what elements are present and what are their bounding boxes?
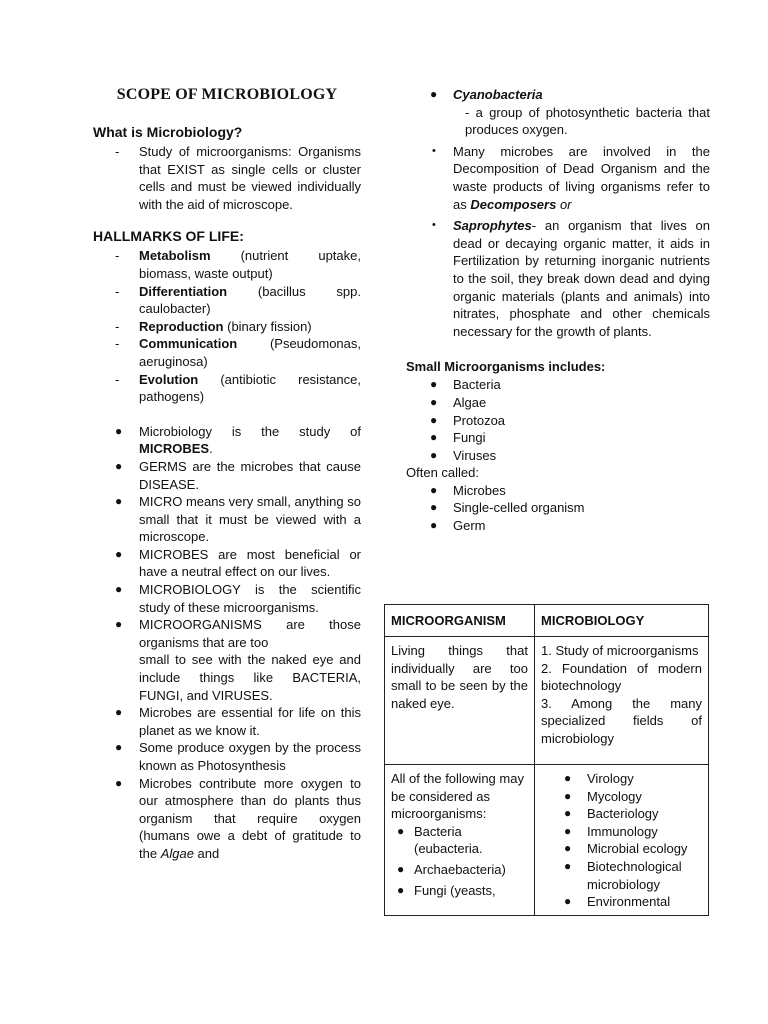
- list-item: [93, 371, 361, 406]
- table-cell: [385, 765, 535, 916]
- left-column: [93, 86, 361, 863]
- item-text: Fungi: [453, 430, 486, 446]
- bullet-marker: ●: [430, 500, 438, 515]
- item-text: Mycology: [587, 788, 642, 804]
- dash-marker: -: [115, 318, 120, 334]
- list-item: [406, 499, 710, 517]
- item-text: Environmental: [587, 894, 671, 910]
- item-text: Bacteria: [453, 377, 501, 393]
- fact-text: Microbes are essential for life on this planet as we know it.: [139, 705, 361, 738]
- bullet-marker: ●: [564, 806, 572, 821]
- microbiology-fields-list: [541, 770, 702, 911]
- fact-text: Microbes contribute more oxygen to our atmosphere than do plants thus organism that require oxygen (humans owe a debt of gratitude to the: [139, 775, 361, 861]
- list-item: [93, 581, 361, 616]
- bullet-marker: ●: [397, 882, 405, 897]
- hallmark-desc: (bacillus spp. caulobacter): [139, 283, 361, 317]
- dash-marker: -: [115, 144, 120, 159]
- header-microorganism: MICROORGANISM: [385, 605, 535, 637]
- fact-text: small to see with the naked eye and include things like BACTERIA, FUNGI, and VIRUSES.: [139, 652, 361, 703]
- fact-text: Some produce oxygen by the process known as Photosynthesis: [139, 740, 361, 773]
- item-text: Microbes: [453, 482, 506, 498]
- fact-text: Microbiology is the study of: [139, 423, 361, 439]
- list-item: [541, 823, 702, 841]
- list-item: [93, 546, 361, 581]
- definition-text: Study of microorganisms: Organisms that EXIST as single cells or cluster cells and must be viewed individually with the aid of microscope.: [139, 144, 361, 212]
- hallmark-desc: (nutrient uptake, biomass, waste output): [139, 248, 361, 281]
- list-item: [93, 283, 361, 318]
- cell-intro: All of the following may be considered as microorganisms:: [391, 771, 524, 822]
- often-called-list: [406, 482, 710, 535]
- item-text: Germ: [453, 518, 486, 534]
- fact-text: MICROBES are most beneficial or have a neutral effect on our lives.: [139, 546, 361, 580]
- list-item: [391, 882, 528, 900]
- list-item: [406, 517, 710, 535]
- hallmark-term: Reproduction: [139, 318, 224, 334]
- fact-text: and: [193, 845, 220, 861]
- often-called-label: Often called:: [406, 465, 479, 481]
- cell-line: 1. Study of microorganisms: [541, 643, 699, 658]
- bullet-marker: ●: [115, 740, 123, 755]
- hallmark-term: Differentiation: [139, 283, 228, 299]
- organism-notes-list: [406, 86, 710, 340]
- bullet-marker: ●: [564, 858, 572, 873]
- bullet-marker: ●: [430, 430, 438, 445]
- item-text: Immunology: [587, 823, 658, 839]
- bullet-marker: ●: [397, 861, 405, 876]
- list-item: [93, 739, 361, 774]
- list-item: [406, 394, 710, 412]
- list-item: [93, 704, 361, 739]
- definition-list: [93, 143, 361, 213]
- bullet-marker: ●: [564, 894, 572, 909]
- bullet-marker: ●: [430, 394, 438, 409]
- list-item: [406, 217, 710, 340]
- list-item: [93, 318, 361, 336]
- item-text: Fungi (yeasts,: [414, 882, 496, 898]
- list-item: [406, 447, 710, 465]
- bullet-marker: ●: [115, 775, 123, 790]
- list-item: [541, 770, 702, 788]
- fact-emphasis: MICROBES: [139, 441, 210, 457]
- header-microbiology: MICROBIOLOGY: [535, 605, 709, 637]
- list-item: [93, 423, 361, 458]
- list-item: [541, 893, 702, 911]
- small-microorganisms-heading: Small Microorganisms includes:: [406, 359, 606, 375]
- what-is-heading: What is Microbiology?: [93, 124, 243, 140]
- list-item: [406, 86, 710, 139]
- list-item: [406, 429, 710, 447]
- small-bullet-marker: •: [432, 219, 436, 232]
- right-column: [406, 86, 710, 535]
- list-item: [406, 412, 710, 430]
- bullet-marker: ●: [430, 518, 438, 533]
- bullet-marker: ●: [115, 546, 123, 561]
- hallmark-desc: (binary fission): [223, 318, 312, 334]
- table-row: [385, 765, 709, 916]
- facts-list: [93, 423, 361, 863]
- item-text: Single-celled organism: [453, 500, 585, 516]
- dash-marker: -: [115, 336, 120, 352]
- decomposition-text-end: or: [556, 196, 572, 212]
- item-text: Algae: [453, 394, 487, 410]
- list-item: [93, 493, 361, 546]
- table-cell: Living things that individually are too small to be seen by the naked eye.: [385, 637, 535, 765]
- bullet-marker: ●: [115, 423, 123, 438]
- bullet-marker: ●: [430, 447, 438, 462]
- bullet-marker: ●: [397, 823, 405, 838]
- table-cell: [535, 765, 709, 916]
- list-item: [541, 858, 702, 893]
- fact-italic: Algae: [160, 845, 194, 861]
- list-item: [93, 335, 361, 370]
- bullet-marker: ●: [115, 458, 123, 473]
- list-item: [541, 788, 702, 806]
- dash-marker: -: [115, 248, 120, 264]
- bullet-marker: ●: [430, 377, 438, 392]
- small-bullet-marker: •: [432, 144, 436, 157]
- hallmark-term: Metabolism: [139, 248, 211, 264]
- list-item: [93, 616, 361, 704]
- cyanobacteria-desc: - a group of photosynthetic bacteria that produces oxygen.: [465, 104, 710, 138]
- cyanobacteria-term: Cyanobacteria: [453, 87, 543, 102]
- fact-text: MICRO means very small, anything so small that it must be viewed with a microscope.: [139, 494, 361, 545]
- table-row: [385, 637, 709, 765]
- saprophytes-term: Saprophytes: [453, 218, 532, 234]
- bullet-marker: ●: [115, 705, 123, 720]
- comparison-table: [384, 604, 709, 916]
- item-text: Viruses: [453, 447, 497, 463]
- item-text: Protozoa: [453, 412, 506, 428]
- bullet-marker: ●: [115, 582, 123, 597]
- decomposition-text: Many microbes are involved in the Decomposition of Dead Organism and the waste products of living organisms refer to as: [453, 143, 710, 212]
- item-text: Virology: [587, 771, 634, 786]
- item-text: Bacteria (eubacteria.: [414, 823, 483, 857]
- hallmark-term: Evolution: [139, 371, 199, 387]
- bullet-marker: ●: [564, 771, 572, 785]
- small-microorganisms-list: [406, 376, 710, 464]
- saprophytes-desc: - an organism that lives on dead or decaying organic matter, it aids in Fertilization by returning inorganic nutrients to the soil, they break down dead and dying organic materials (plants and animals) into nitrates, phosphate and other chemicals necessary for the growth of plants.: [453, 218, 710, 339]
- item-text: Biotechnological microbiology: [587, 858, 682, 892]
- bullet-marker: ●: [430, 482, 438, 497]
- bullet-marker: ●: [430, 87, 438, 101]
- hallmarks-heading: HALLMARKS OF LIFE:: [93, 228, 244, 245]
- list-item: [93, 775, 361, 863]
- fact-text: .: [209, 441, 213, 457]
- cell-line: 3. Among the many specialized fields of microbiology: [541, 695, 702, 746]
- fact-text: MICROORGANISMS are those organisms that are too: [139, 617, 361, 650]
- table-header-row: [385, 605, 709, 637]
- list-item: [93, 143, 361, 213]
- bullet-marker: ●: [115, 494, 123, 509]
- list-item: [406, 482, 710, 500]
- dash-marker: -: [115, 371, 120, 387]
- cell-line: 2. Foundation of modern biotechnology: [541, 660, 702, 694]
- hallmark-term: Communication: [139, 336, 238, 352]
- bullet-marker: ●: [430, 412, 438, 427]
- list-item: [406, 143, 710, 213]
- item-text: Archaebacteria): [414, 861, 506, 877]
- bullet-marker: ●: [115, 617, 123, 632]
- hallmark-desc: (Pseudomonas, aeruginosa): [139, 336, 361, 369]
- bullet-marker: ●: [564, 841, 572, 856]
- fact-text: MICROBIOLOGY is the scientific study of these microorganisms.: [139, 582, 361, 615]
- item-text: Bacteriology: [587, 806, 659, 822]
- hallmarks-list: [93, 247, 361, 405]
- list-item: [541, 805, 702, 823]
- page-title: SCOPE OF MICROBIOLOGY: [116, 86, 338, 103]
- list-item: [93, 458, 361, 493]
- list-item: [406, 376, 710, 394]
- list-item: [93, 247, 361, 282]
- list-item: [391, 823, 528, 858]
- bullet-marker: ●: [564, 788, 572, 803]
- decomposers-term: Decomposers: [470, 196, 557, 212]
- list-item: [391, 861, 528, 879]
- item-text: Microbial ecology: [587, 841, 688, 857]
- bullet-marker: ●: [564, 823, 572, 838]
- microorganism-types-list: [391, 823, 528, 899]
- fact-text: GERMS are the microbes that cause DISEASE.: [139, 458, 361, 492]
- dash-marker: -: [115, 283, 120, 299]
- list-item: [541, 840, 702, 858]
- table-cell: [535, 637, 709, 765]
- hallmark-desc: (antibiotic resistance, pathogens): [139, 371, 361, 405]
